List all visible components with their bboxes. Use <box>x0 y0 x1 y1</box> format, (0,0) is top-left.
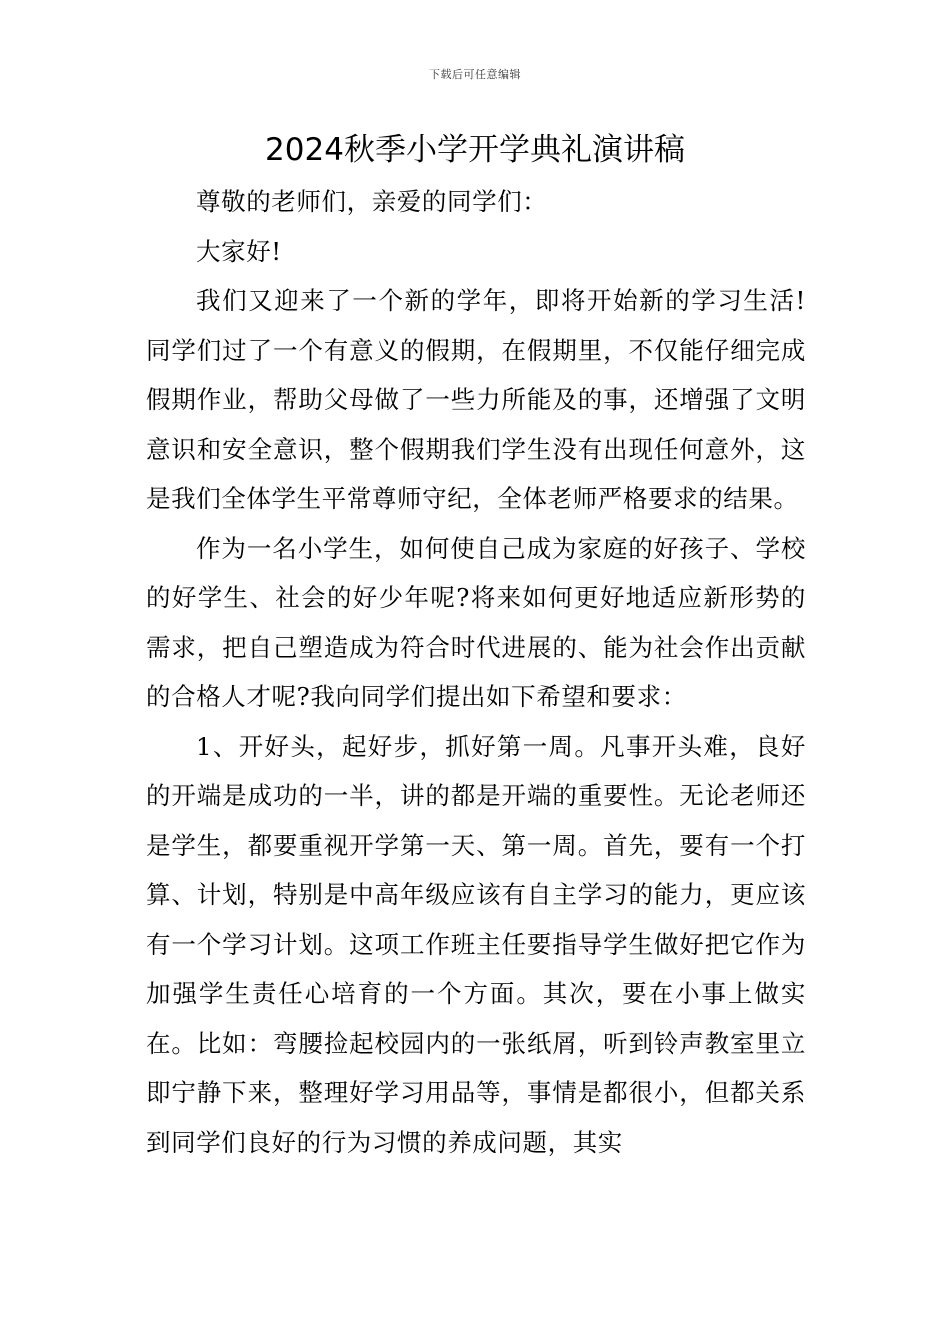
document-body <box>146 177 806 1167</box>
paragraph-greeting: 大家好! <box>196 236 282 266</box>
paragraph-question: 作为一名小学生，如何使自己成为家庭的好孩子、学校的好学生、社会的好少年呢?将来如何更好地适应新形势的需求，把自己塑造成为符合时代进展的、能为社会作出贡献的合格人才呢?我向同学们提出如下希望和要求： <box>146 533 806 711</box>
header-note: 下载后可任意编辑 <box>429 68 521 81</box>
document-title: 2024秋季小学开学典礼演讲稿 <box>265 132 685 168</box>
paragraph-intro: 我们又迎来了一个新的学年，即将开始新的学习生活!同学们过了一个有意义的假期，在假期里，不仅能仔细完成假期作业，帮助父母做了一些力所能及的事，还增强了文明意识和安全意识，整个假期我们学生没有出现任何意外，这是我们全体学生平常尊师守纪，全体老师严格要求的结果。 <box>146 286 806 513</box>
paragraph-point-1: 1、开好头，起好步，抓好第一周。凡事开头难，良好的开端是成功的一半，讲的都是开端的重要性。无论老师还是学生，都要重视开学第一天、第一周。首先，要有一个打算、计划，特别是中高年级应该有自主学习的能力，更应该有一个学习计划。这项工作班主任要指导学生做好把它作为加强学生责任心培育的一个方面。其次，要在小事上做实在。比如：弯腰捡起校园内的一张纸屑，听到铃声教室里立即宁静下来，整理好学习用品等，事情是都很小，但都关系到同学们良好的行为习惯的养成问题，其实 <box>146 731 806 1157</box>
paragraph-salutation: 尊敬的老师们，亲爱的同学们： <box>196 187 548 216</box>
